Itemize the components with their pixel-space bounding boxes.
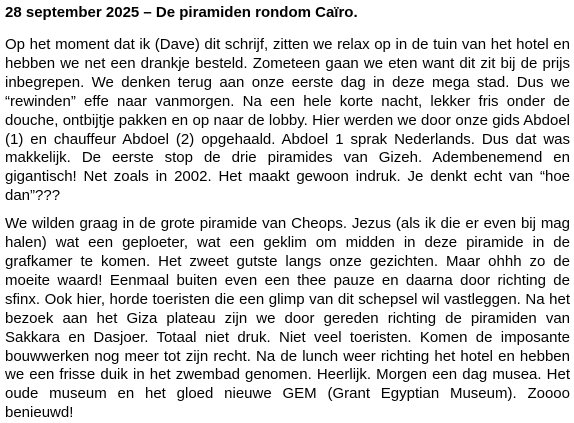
document-title: 28 september 2025 – De piramiden rondom Caïro. — [5, 4, 358, 21]
document-page — [5, 0, 570, 423]
paragraph-2: We wilden graag in de grote piramide van Cheops. Jezus (als ik die er even bij mag halen) wat een geploeter, wat een geklim om midden in deze piramide in de grafkamer te komen. Het zweet gutste langs onze gezichten. Maar ohhh zo de moeite waard! Eenmaal buiten even een thee pauze en daarna door richting de sfinx. Ook hier, horde toeristen die een glimp van dit schepsel wil vastleggen. Na het bezoek aan het Giza plateau zijn we door gereden richting de piramiden van Sakkara en Dasjoer. Totaal niet druk. Niet veel toeristen. Komen de imposante bouwwerken nog meer tot zijn recht. Na de lunch weer richting het hotel en hebben we een frisse duik in het zwembad genomen. Heerlijk. Morgen een dag musea. Het oude museum en het gloed nieuwe GEM (Grant Egyptian Museum). Zoooo benieuwd! — [5, 215, 570, 422]
paragraph-1: Op het moment dat ik (Dave) dit schrijf, zitten we relax op in de tuin van het hotel en hebben we net een drankje besteld. Zometeen gaan we eten want dit zit bij de prijs inbegrepen. We denken terug aan onze eerste dag in deze mega stad. Dus we “rewinden” effe naar vanmorgen. Na een hele korte nacht, lekker fris onder de douche, ontbijtje pakken en op naar de lobby. Hier werden we door onze gids Abdoel (1) en chauffeur Abdoel (2) opgehaald. Abdoel 1 sprak Nederlands. Dus dat was makkelijk. De eerste stop de drie piramides van Gizeh. Adembenemend en gigantisch! Net zoals in 2002. Het maakt gewoon indruk. Je denkt echt van “hoe dan”??? — [5, 36, 570, 205]
